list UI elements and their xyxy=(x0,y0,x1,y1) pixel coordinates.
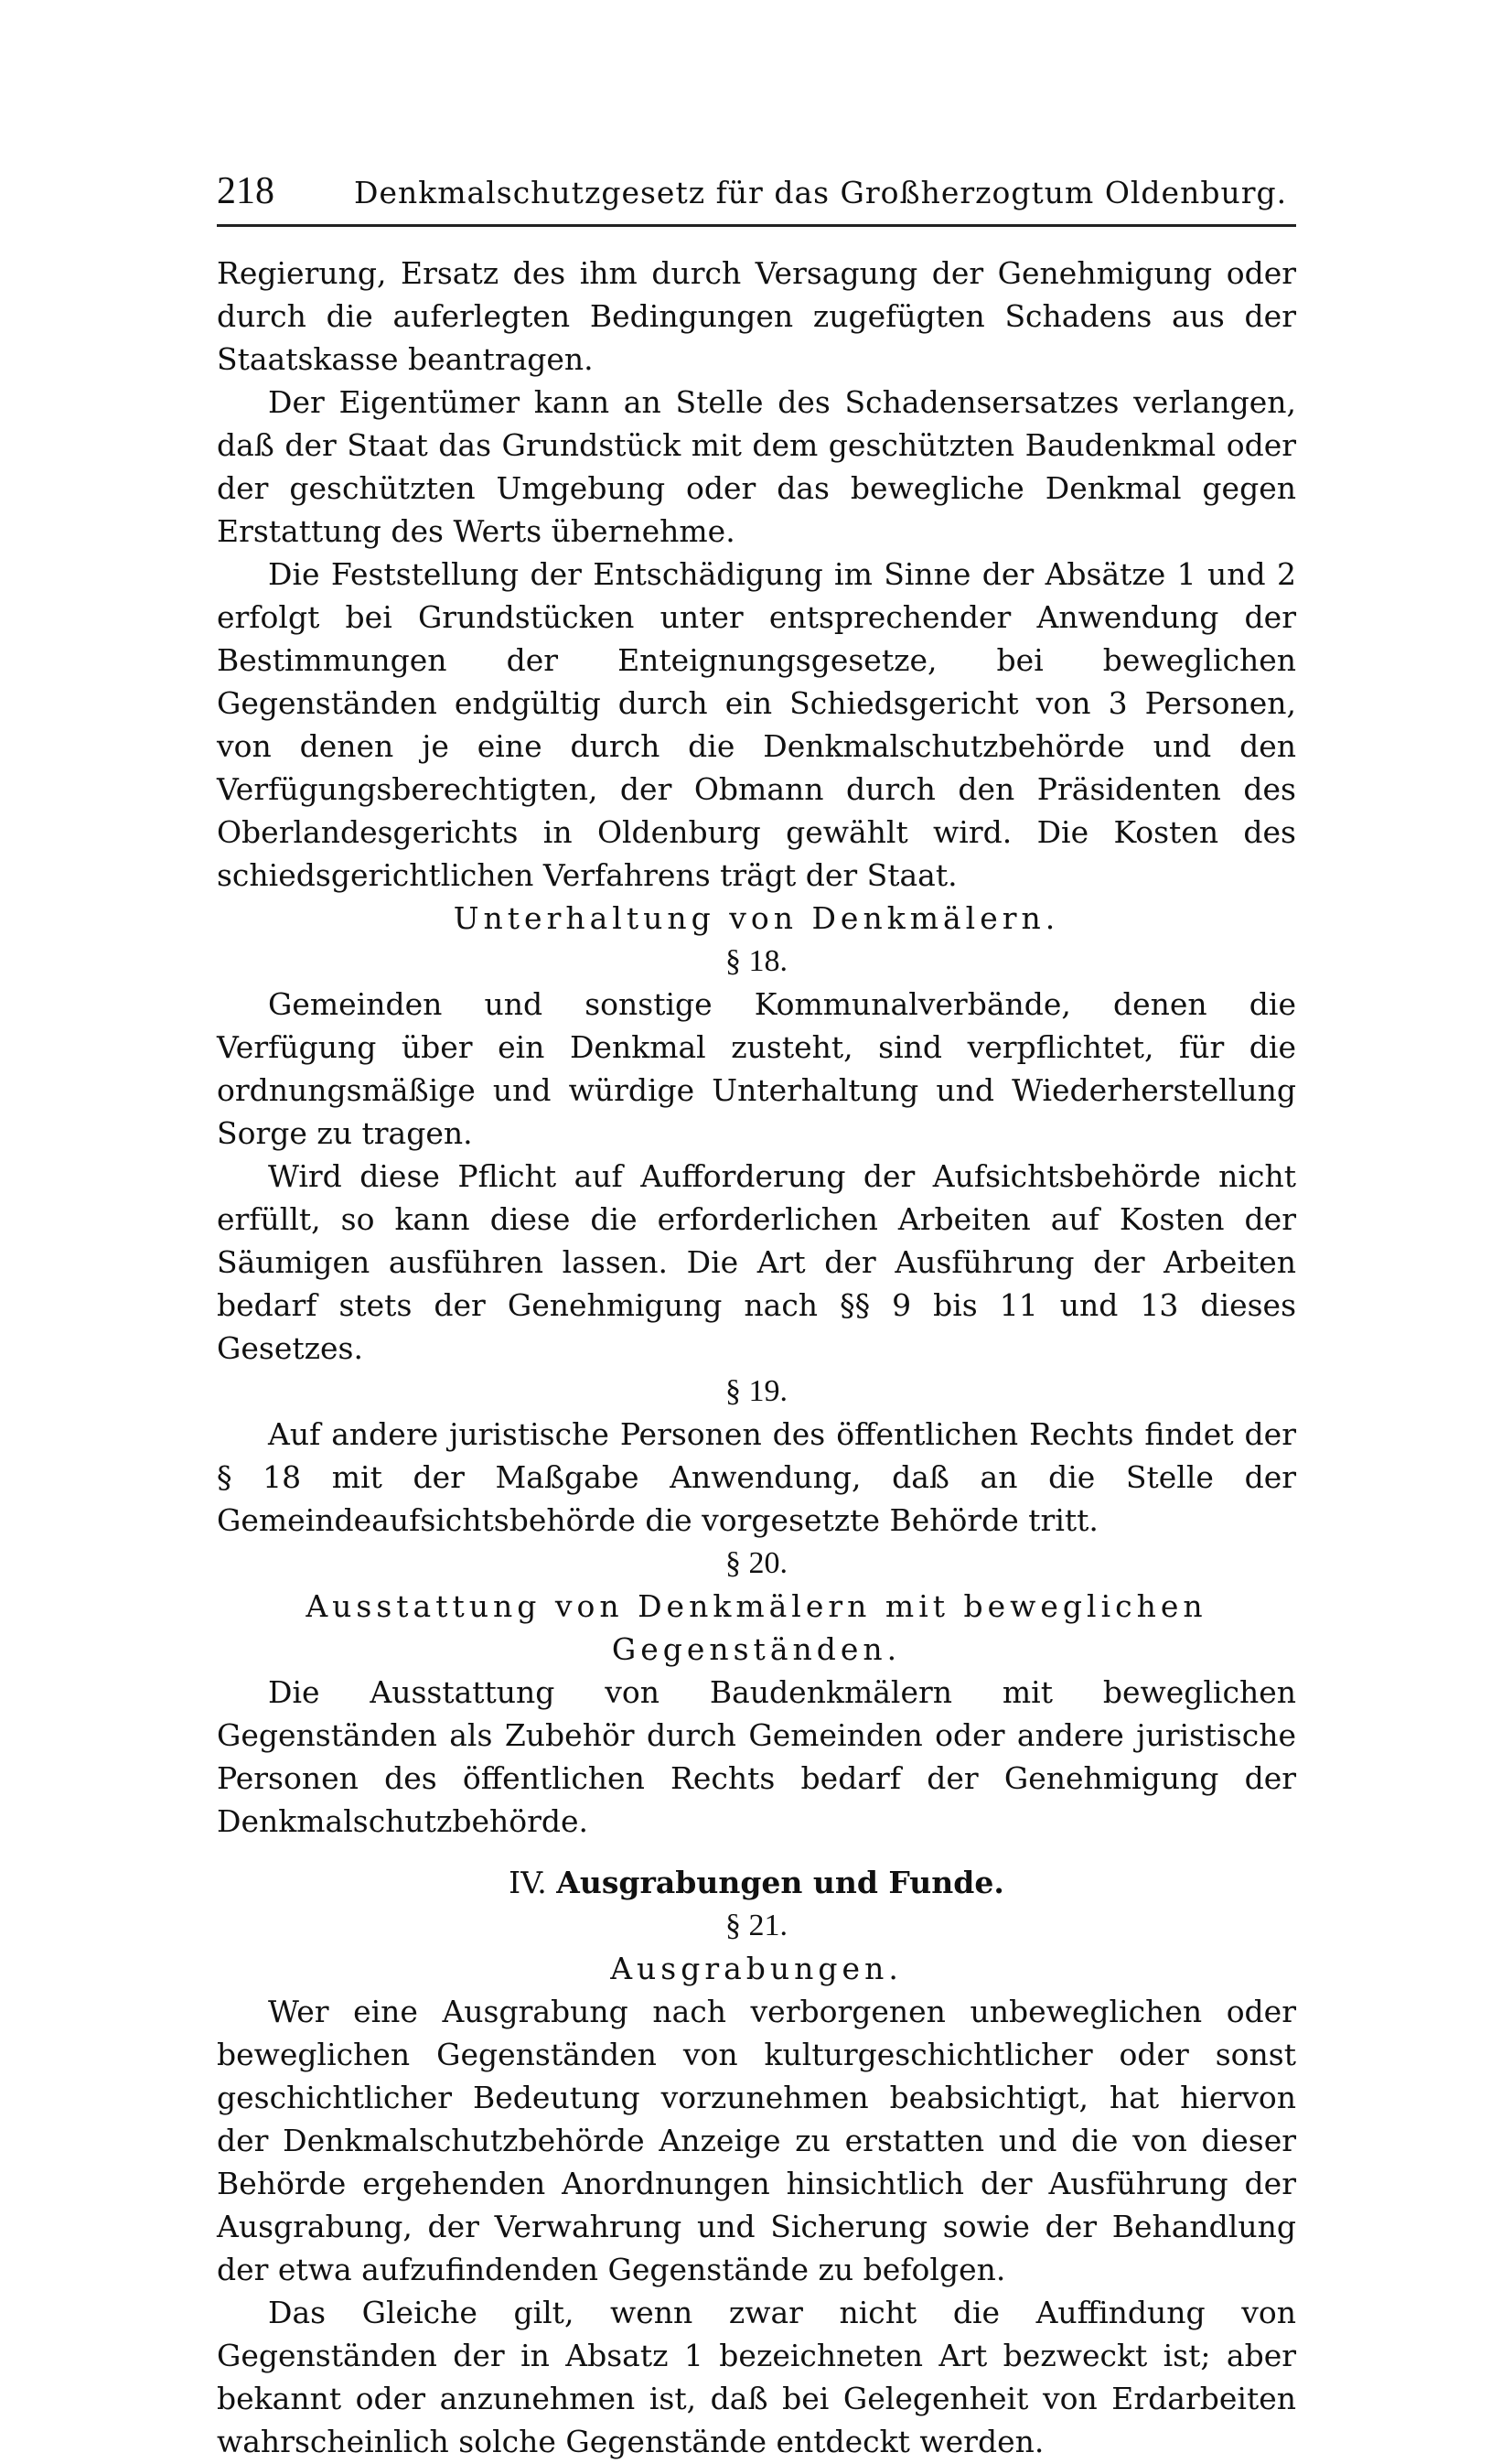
page-header xyxy=(217,169,1296,213)
section-number: § 18. xyxy=(725,944,788,978)
section-heading: Ausstattung von Denkmälern mit beweglichen Gegenständen. xyxy=(306,1588,1207,1667)
paragraph: Die Feststellung der Entschädigung im Sinne der Absätze 1 und 2 erfolgt bei Grundstücken unter entsprechender Anwendung der Bestimmungen der Enteignungsgesetze, bei beweglichen Gegenständen endgültig durch ein Schiedsgericht von 3 Personen, von denen je eine durch die Denkmalschutzbehörde und den Verfügungsberechtigten, der Obmann durch den Präsidenten des Oberlandesgerichts in Oldenburg gewählt wird. Die Kosten des schiedsgerichtlichen Verfahrens trägt der Staat. xyxy=(217,556,1296,893)
paragraph: Wird diese Pflicht auf Aufforderung der Aufsichtsbehörde nicht erfüllt, so kann diese die erforderlichen Arbeiten auf Kosten der Säumigen ausführen lassen. Die Art der Ausführung der Arbeiten bedarf stets der Genehmigung nach §§ 9 bis 11 und 13 dieses Gesetzes. xyxy=(217,1158,1296,1366)
paragraph: Gemeinden und sonstige Kommunalverbände, denen die Verfügung über ein Denkmal zusteht, sind verpflichtet, für die ordnungsmäßige und würdige Unterhaltung und Wiederherstellung Sorge zu tragen. xyxy=(217,986,1296,1151)
section-number: § 19. xyxy=(725,1374,788,1408)
part-name: Ausgrabungen und Funde. xyxy=(556,1865,1004,1900)
paragraph: Das Gleiche gilt, wenn zwar nicht die Auffindung von Gegenständen der in Absatz 1 bezeichneten Art bezweckt ist; aber bekannt oder anzunehmen ist, daß bei Gelegenheit von Erdarbeiten wahrscheinlich solche Gegenstände entdeckt werden. xyxy=(217,2295,1296,2459)
section-heading: Ausgrabungen. xyxy=(610,1951,903,1986)
section-number: § 21. xyxy=(725,1909,788,1942)
paragraph: Auf andere juristische Personen des öffentlichen Rechts findet der § 18 mit der Maßgabe Anwendung, daß an die Stelle der Gemeindeaufsichtsbehörde die vorgesetzte Behörde tritt. xyxy=(217,1416,1296,1538)
paragraph: Der Eigentümer kann an Stelle des Schadensersatzes verlangen, daß der Staat das Grundstück mit dem geschützten Baudenkmal oder der geschützten Umgebung oder das bewegliche Denkmal gegen Erstattung des Werts übernehme. xyxy=(217,384,1296,549)
part-title xyxy=(217,1861,1296,1904)
running-title: Denkmalschutzgesetz für das Großherzogtum Oldenburg. xyxy=(354,175,1288,210)
paragraph: Regierung, Ersatz des ihm durch Versagung der Genehmigung oder durch die auferlegten Bedingungen zugefügten Schadens aus der Staatskasse beantragen. xyxy=(217,255,1296,377)
page-number: 218 xyxy=(217,170,274,212)
paragraph: Die Ausstattung von Baudenkmälern mit beweglichen Gegenständen als Zubehör durch Gemeinden oder andere juristische Personen des öffentlichen Rechts bedarf der Genehmigung der Denkmalschutzbehörde. xyxy=(217,1674,1296,1839)
section-heading: Unterhaltung von Denkmälern. xyxy=(453,900,1060,936)
part-numeral: IV. xyxy=(509,1865,547,1900)
page-body xyxy=(217,252,1296,2463)
spacer xyxy=(217,1843,1296,1861)
section-number: § 20. xyxy=(725,1546,788,1580)
paragraph: Wer eine Ausgrabung nach verborgenen unbeweglichen oder beweglichen Gegenständen von kulturgeschichtlicher oder sonst geschichtlicher Bedeutung vorzunehmen beabsichtigt, hat hiervon der Denkmalschutzbehörde Anzeige zu erstatten und die von dieser Behörde ergehenden Anordnungen hinsichtlich der Ausführung der Ausgrabung, der Verwahrung und Sicherung sowie der Behandlung der etwa aufzufindenden Gegenstände zu befolgen. xyxy=(217,1994,1296,2287)
header-rule xyxy=(217,224,1296,227)
